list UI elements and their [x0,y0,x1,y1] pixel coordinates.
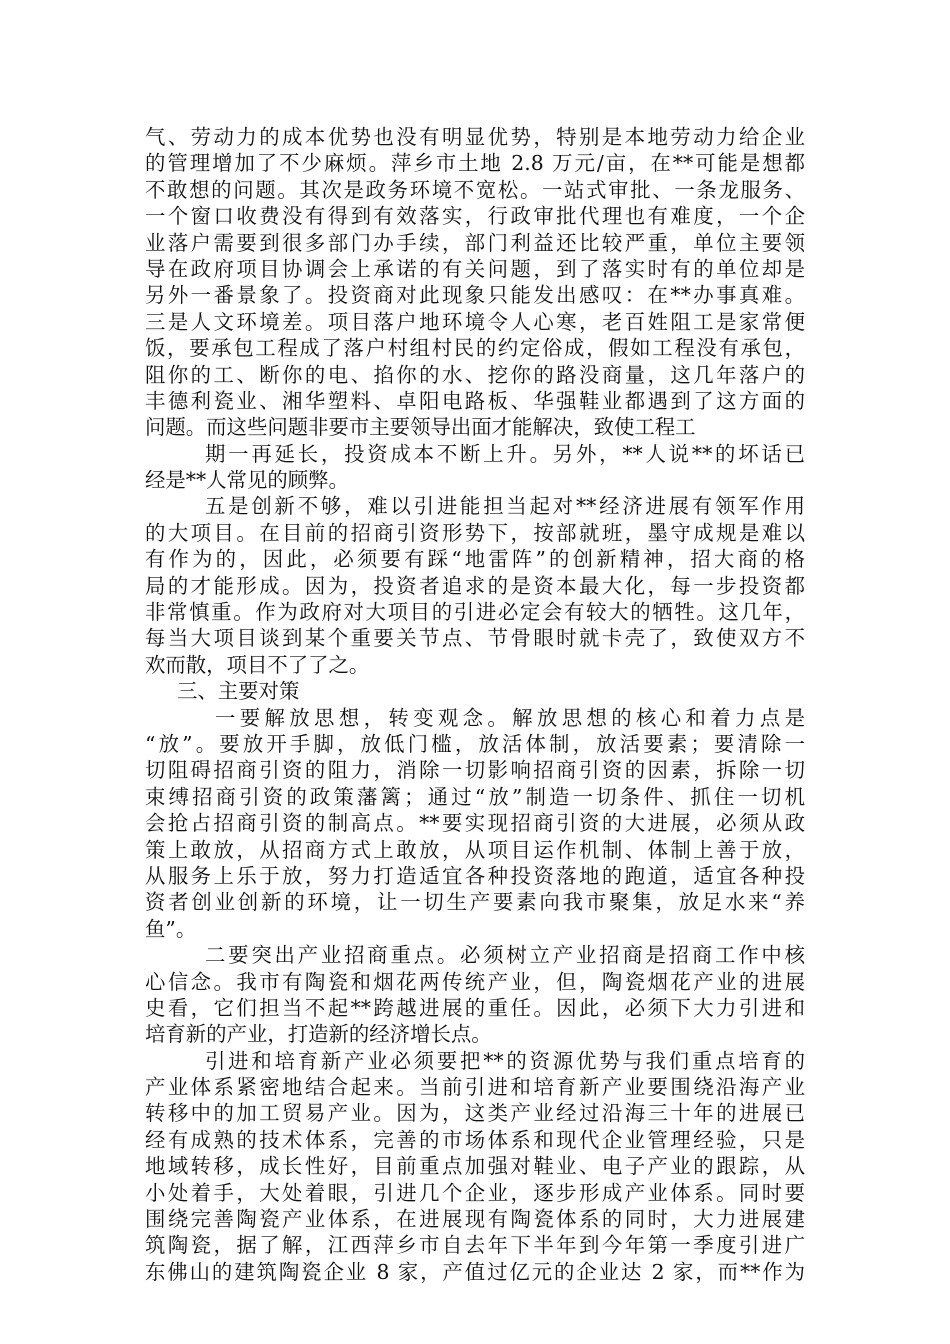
paragraph-innovation [145,493,805,678]
text-line: 策上敢放，从招商方式上敢放，从项目运作机制、体制上善于放， [145,837,805,862]
text-line: 东佛山的建筑陶瓷企业 8 家，产值过亿元的企业达 2 家，而**作为 [145,1259,805,1284]
text-line: 期一再延长，投资成本不断上升。另外，**人说**的坏话已 [205,441,805,466]
text-line: 欢而散，项目不了了之。 [145,652,370,677]
text-line: 一要解放思想，转变观念。解放思想的核心和着力点是 [215,705,805,730]
text-line: 围绕完善陶瓷产业体系，在进展现有陶瓷体系的同时，大力进展建 [145,1207,805,1232]
text-line: 的管理增加了不少麻烦。萍乡市土地 2.8 万元/亩，在**可能是想都 [145,151,805,176]
text-line: 有作为的，因此，必须要有踩“地雷阵”的创新精神，招大商的格 [145,547,805,572]
text-line: 培育新的产业，打造新的经济增长点。 [145,1022,492,1047]
text-line: 产业体系紧密地结合起来。当前引进和培育新产业要围绕沿海产业 [145,1075,805,1100]
text-line: 导在政府项目协调会上承诺的有关问题，到了落实时有的单位却是 [145,256,805,281]
text-line: 问题。而这些问题非要市主要领导出面才能解决，致使工程工 [145,415,696,440]
text-line: 切阻碍招商引资的阻力，消除一切影响招商引资的因素，拆除一切 [145,758,805,783]
paragraph-emancipate-thinking [145,705,805,943]
text-line: 鱼”。 [145,916,197,941]
text-line: 丰德利瓷业、湘华塑料、卓阳电路板、华强鞋业都遇到了这方面的 [145,388,805,413]
paragraph-land-and-government [145,124,805,441]
text-line: 资者创业创新的环境，让一切生产要素向我市聚集，放足水来“养 [145,890,805,915]
text-line: 另外一番景象了。投资商对此现象只能发出感叹：在**办事真难。 [145,283,805,308]
text-line: 小处着手，大处着眼，引进几个企业，逐步形成产业体系。同时要 [145,1180,805,1205]
text-line: 心信念。我市有陶瓷和烟花两传统产业，但，陶瓷烟花产业的进展 [145,969,805,994]
text-line: 业落户需要到很多部门办手续，部门利益还比较严重，单位主要领 [145,230,805,255]
text-line: 地域转移，成长性好，目前重点加强对鞋业、电子产业的跟踪，从 [145,1154,805,1179]
text-line: 会抢占招商引资的制高点。**要实现招商引资的大进展，必须从政 [145,811,805,836]
text-line: 一个窗口收费没有得到有效落实，行政审批代理也有难度，一个企 [145,204,805,229]
text-line: 不敢想的问题。其次是政务环境不宽松。一站式审批、一条龙服务、 [145,177,805,202]
text-line: 气、劳动力的成本优势也没有明显优势，特别是本地劳动力给企业 [145,125,805,149]
paragraph-project-delay [145,441,805,494]
text-line: “放”。要放开手脚，放低门槛，放活体制，放活要素；要清除一 [145,731,805,756]
text-line: 五是创新不够，难以引进能担当起对**经济进展有领军作用 [205,494,805,519]
text-line: 从服务上乐于放，努力打造适宜各种投资落地的跑道，适宜各种投 [145,863,805,888]
paragraph-new-industries [145,1048,805,1286]
text-line: 经是**人常见的顾弊。 [145,468,349,493]
text-line: 非常慎重。作为政府对大项目的引进必定会有较大的牺牲。这几年， [145,600,805,625]
text-line: 束缚招商引资的政策藩篱；通过“放”制造一切条件、抓住一切机 [145,784,805,809]
text-line: 每当大项目谈到某个重要关节点、节骨眼时就卡壳了，致使双方不 [145,626,805,651]
text-line: 经有成熟的技术体系，完善的市场体系和现代企业管理经验，只是 [145,1127,805,1152]
text-line: 的大项目。在目前的招商引资形势下，按部就班，墨守成规是难以 [145,520,805,545]
text-line: 局的才能形成。因为，投资者追求的是资本最大化，每一步投资都 [145,573,805,598]
document-page [145,124,805,1285]
text-line: 二要突出产业招商重点。必须树立产业招商是招商工作中核 [205,943,805,968]
text-line: 引进和培育新产业必须要把**的资源优势与我们重点培育的 [205,1048,805,1073]
text-line: 筑陶瓷，据了解，江西萍乡市自去年下半年到今年第一季度引进广 [145,1233,805,1258]
text-line: 三是人文环境差。项目落户地环境令人心寒，老百姓阻工是家常便 [145,309,805,334]
text-line: 转移中的加工贸易产业。因为，这类产业经过沿海三十年的进展已 [145,1101,805,1126]
text-line: 饭，要承包工程成了落户村组村民的约定俗成，假如工程没有承包， [145,336,805,361]
section-heading: 三、主要对策 [177,679,300,704]
text-line: 史看，它们担当不起**跨越进展的重任。因此，必须下大力引进和 [145,995,805,1020]
text-line: 阻你的工、断你的电、掐你的水、挖你的路没商量，这几年落户的 [145,362,805,387]
paragraph-industry-focus [145,942,805,1048]
